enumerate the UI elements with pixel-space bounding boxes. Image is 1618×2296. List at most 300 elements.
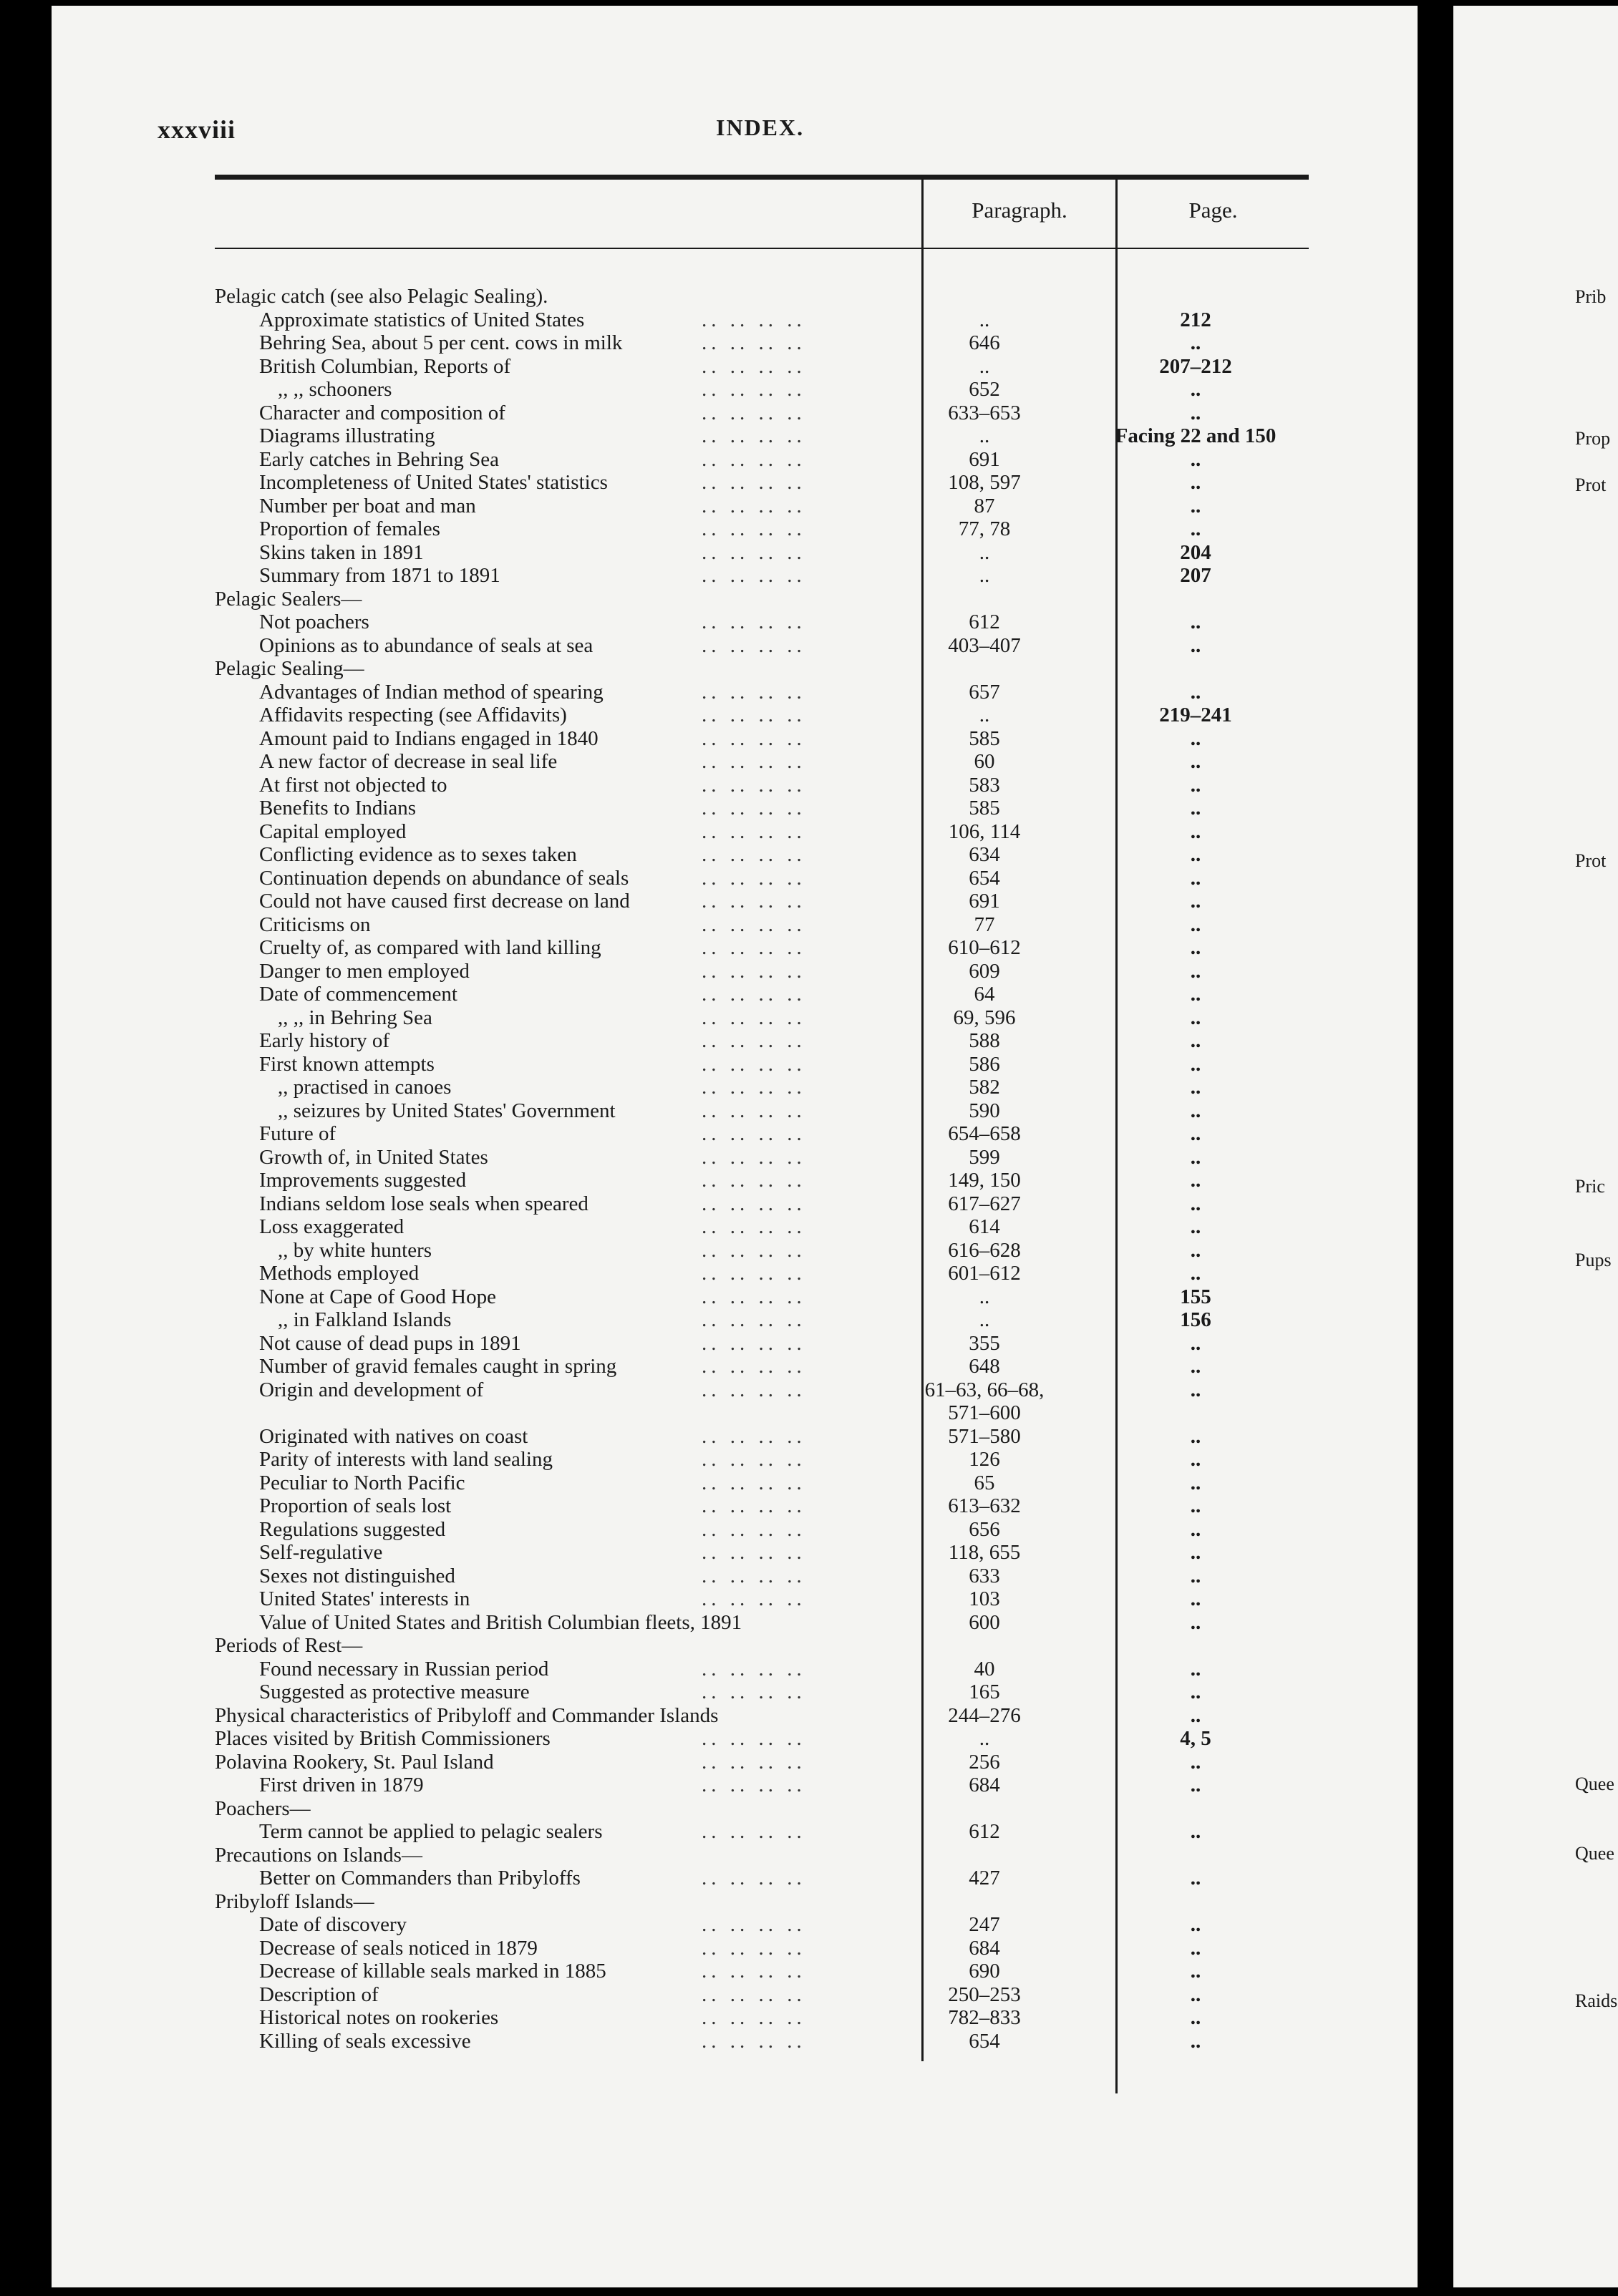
entry-page: ..: [1190, 1867, 1201, 1889]
entry-page: 204: [1180, 540, 1211, 564]
entry-page: ..: [1190, 401, 1201, 424]
entry-label: Precautions on Islands—: [215, 1843, 422, 1867]
fragment-text: Raids: [1575, 1990, 1618, 2011]
entry-paragraph: 355: [969, 1331, 1000, 1355]
entry-paragraph: 633–653: [948, 401, 1021, 424]
dot-leader: .. .. .. ..: [702, 1774, 806, 1796]
index-entry: [0, 517, 1366, 541]
entry-label: Benefits to Indians: [259, 797, 417, 819]
entry-paragraph: 571–580: [948, 1424, 1021, 1448]
entry-label: Number of gravid females caught in spring: [259, 1355, 617, 1378]
entry-page: ..: [1190, 750, 1201, 773]
entry-page: ..: [1190, 959, 1201, 983]
entry-paragraph: 646: [969, 331, 1000, 354]
entry-paragraph: 690: [969, 1960, 1000, 1983]
entry-paragraph: 60: [974, 750, 995, 773]
fragment-text: Prot: [1575, 475, 1607, 495]
index-entry: [0, 843, 1366, 867]
index-entry: [0, 1401, 1366, 1425]
dot-leader: .. .. .. ..: [702, 1960, 806, 1983]
entry-label: Description of: [259, 1983, 379, 2006]
dot-leader: .. .. .. ..: [702, 2006, 806, 2029]
entry-label: Danger to men employed: [259, 959, 470, 983]
entry-paragraph: 427: [969, 1867, 1000, 1889]
dot-leader: .. .. .. ..: [702, 611, 806, 633]
index-entry: [0, 1680, 1366, 1704]
entry-page: ..: [1190, 1517, 1201, 1541]
entry-label: Pelagic Sealers—: [215, 587, 362, 611]
dot-leader: .. .. .. ..: [702, 1145, 806, 1169]
page-number: xxxviii: [158, 115, 236, 144]
fragment-text: Quee: [1575, 1774, 1614, 1794]
paragraph-column-header: Paragraph.: [972, 198, 1067, 223]
dot-leader: .. .. .. ..: [702, 1913, 806, 1936]
entry-paragraph: 256: [969, 1750, 1000, 1774]
entry-page: ..: [1190, 1541, 1201, 1564]
entry-label: Affidavits respecting (see Affidavits): [259, 704, 567, 726]
index-entry: [0, 681, 1366, 704]
entry-label: Better on Commanders than Pribyloffs: [259, 1867, 581, 1889]
dot-leader: .. .. .. ..: [702, 773, 806, 797]
entry-page: ..: [1190, 1215, 1201, 1238]
entry-page: ..: [1190, 936, 1201, 959]
dot-leader: .. .. .. ..: [702, 819, 806, 843]
entry-label: Poachers—: [215, 1796, 311, 1820]
entry-label: Early history of: [259, 1029, 390, 1052]
entry-page: ..: [1190, 1936, 1201, 1960]
index-entry: [0, 1378, 1366, 1402]
entry-page: ..: [1190, 1424, 1201, 1448]
entry-label: Indians seldom lose seals when speared: [259, 1192, 588, 1215]
dot-leader: .. .. .. ..: [702, 1169, 806, 1192]
page-column-header: Page.: [1188, 198, 1238, 223]
index-entry: [0, 797, 1366, 820]
entry-paragraph: ..: [979, 1308, 990, 1331]
entry-label: ,, ,, schooners: [278, 378, 392, 401]
entry-label: United States' interests in: [259, 1587, 470, 1610]
entry-paragraph: 633: [969, 1564, 1000, 1587]
entry-paragraph: 691: [969, 890, 1000, 913]
index-entry: [0, 1146, 1366, 1169]
entry-page: Facing 22 and 150: [1115, 424, 1277, 447]
entry-paragraph: ..: [979, 1727, 990, 1750]
entry-page: ..: [1190, 517, 1201, 540]
dot-leader: .. .. .. ..: [702, 959, 806, 983]
entry-paragraph: ..: [979, 308, 990, 331]
dot-leader: .. .. .. ..: [702, 517, 806, 540]
index-entry: [0, 1122, 1366, 1146]
entry-label: Pelagic Sealing—: [215, 657, 364, 680]
entry-label: Criticisms on: [259, 913, 371, 936]
dot-leader: .. .. .. ..: [702, 797, 806, 819]
entry-page: 212: [1180, 308, 1211, 331]
entry-paragraph: 583: [969, 773, 1000, 797]
entry-paragraph: 61–63, 66–68,: [924, 1378, 1045, 1401]
entry-page: ..: [1190, 1006, 1201, 1029]
dot-leader: .. .. .. ..: [702, 936, 806, 959]
entry-label: Incompleteness of United States' statistics: [259, 471, 608, 494]
index-entry: [0, 1867, 1366, 1890]
entry-label: Value of United States and British Columbian fleets, 1891: [259, 1610, 742, 1634]
entry-label: Methods employed: [259, 1262, 420, 1285]
index-entry: [0, 657, 1366, 681]
index-entry: [0, 308, 1366, 332]
index-entry: [0, 1169, 1366, 1192]
entry-paragraph: 149, 150: [948, 1169, 1021, 1192]
entry-label: Advantages of Indian method of spearing: [259, 680, 604, 704]
entry-label: Originated with natives on coast: [259, 1424, 528, 1448]
index-entry: [0, 1518, 1366, 1542]
entry-page: ..: [1190, 331, 1201, 354]
dot-leader: .. .. .. ..: [702, 726, 806, 750]
index-entry: [0, 1587, 1366, 1611]
entry-paragraph: 614: [969, 1215, 1000, 1238]
entry-page: 155: [1180, 1285, 1211, 1308]
index-entry: [0, 1192, 1366, 1216]
index-entry: [0, 727, 1366, 751]
entry-page: ..: [1190, 819, 1201, 843]
entry-page: ..: [1190, 1076, 1201, 1099]
index-entry: [0, 867, 1366, 890]
index-entry: [0, 1332, 1366, 1356]
entry-page: ..: [1190, 633, 1201, 657]
index-entry: [0, 448, 1366, 472]
index-entry: [0, 541, 1366, 565]
dot-leader: .. .. .. ..: [702, 633, 806, 657]
dot-leader: .. .. .. ..: [702, 494, 806, 517]
entry-paragraph: 691: [969, 447, 1000, 471]
entry-page: ..: [1190, 2006, 1201, 2029]
index-entry: [0, 936, 1366, 960]
entry-label: Polavina Rookery, St. Paul Island: [215, 1750, 494, 1774]
dot-leader: .. .. .. ..: [702, 540, 806, 564]
index-entry: [0, 1751, 1366, 1774]
dot-leader: .. .. .. ..: [702, 1564, 806, 1587]
entry-paragraph: 106, 114: [948, 819, 1021, 843]
dot-leader: .. .. .. ..: [702, 1331, 806, 1355]
index-entry: [0, 1029, 1366, 1053]
entry-paragraph: 654–658: [948, 1122, 1021, 1145]
entry-page: ..: [1190, 1983, 1201, 2006]
entry-label: Suggested as protective measure: [259, 1680, 530, 1703]
entry-label: Pelagic catch (see also Pelagic Sealing).: [215, 285, 548, 308]
entry-label: Pribyloff Islands—: [215, 1889, 374, 1913]
dot-leader: .. .. .. ..: [702, 1238, 806, 1262]
entry-page: ..: [1190, 447, 1201, 471]
entry-page: ..: [1190, 913, 1201, 936]
entry-paragraph: 77: [974, 913, 995, 936]
entry-page: ..: [1190, 983, 1201, 1006]
index-entry: [0, 1541, 1366, 1565]
index-entry: [0, 424, 1366, 448]
entry-paragraph: 40: [974, 1657, 995, 1680]
entry-page: ..: [1190, 1448, 1201, 1471]
dot-leader: .. .. .. ..: [702, 354, 806, 378]
entry-label: First driven in 1879: [259, 1774, 424, 1796]
entry-label: None at Cape of Good Hope: [259, 1285, 496, 1308]
index-entry: [0, 1472, 1366, 1495]
entry-paragraph: 571–600: [948, 1401, 1021, 1424]
index-entry: [0, 1215, 1366, 1239]
dot-leader: .. .. .. ..: [702, 447, 806, 471]
index-entry: [0, 890, 1366, 913]
entry-label: Decrease of killable seals marked in 1885: [259, 1960, 606, 1983]
entry-paragraph: ..: [979, 540, 990, 564]
entry-page: ..: [1190, 494, 1201, 517]
dot-leader: .. .. .. ..: [702, 1727, 806, 1750]
index-entry: [0, 1937, 1366, 1960]
index-entry: [0, 495, 1366, 518]
index-entry: [0, 820, 1366, 844]
entry-label: ,, ,, in Behring Sea: [278, 1006, 432, 1029]
index-entry: [0, 774, 1366, 797]
entry-paragraph: 616–628: [948, 1238, 1021, 1262]
index-entry: [0, 285, 1366, 308]
entry-page: ..: [1190, 1564, 1201, 1587]
entry-label: Places visited by British Commissioners: [215, 1727, 551, 1750]
entry-label: Proportion of seals lost: [259, 1494, 452, 1517]
entry-page: ..: [1190, 797, 1201, 819]
index-entry: [0, 983, 1366, 1006]
index-entry: [0, 588, 1366, 611]
entry-paragraph: 684: [969, 1774, 1000, 1796]
dot-leader: .. .. .. ..: [702, 1517, 806, 1541]
index-entry: [0, 402, 1366, 425]
entry-label: Regulations suggested: [259, 1517, 446, 1541]
entry-paragraph: ..: [979, 704, 990, 726]
dot-leader: .. .. .. ..: [702, 1750, 806, 1774]
entry-page: ..: [1190, 1099, 1201, 1122]
entry-paragraph: 612: [969, 1820, 1000, 1843]
dot-leader: .. .. .. ..: [702, 1262, 806, 1285]
entry-paragraph: 165: [969, 1680, 1000, 1703]
index-entry: [0, 1494, 1366, 1518]
entry-page: ..: [1190, 1703, 1201, 1727]
entry-page: ..: [1190, 1750, 1201, 1774]
entry-paragraph: 654: [969, 2029, 1000, 2053]
entry-page: ..: [1190, 1029, 1201, 1052]
entry-paragraph: 610–612: [948, 936, 1021, 959]
entry-label: Skins taken in 1891: [259, 540, 424, 564]
entry-label: Summary from 1871 to 1891: [259, 564, 500, 587]
index-entry: [0, 1774, 1366, 1797]
entry-label: Conflicting evidence as to sexes taken: [259, 843, 577, 866]
entry-paragraph: 652: [969, 378, 1000, 401]
entry-label: Origin and development of: [259, 1378, 484, 1401]
index-entry: [0, 355, 1366, 379]
header-underline: [215, 248, 1309, 249]
entry-paragraph: 617–627: [948, 1192, 1021, 1215]
dot-leader: .. .. .. ..: [702, 1006, 806, 1029]
entry-label: Not poachers: [259, 611, 369, 633]
fragment-text: Prot: [1575, 850, 1607, 871]
index-entry: [0, 1355, 1366, 1378]
index-entry: [0, 913, 1366, 937]
entry-label: Periods of Rest—: [215, 1634, 363, 1657]
entry-label: Date of commencement: [259, 983, 457, 1006]
index-entries: [0, 285, 1366, 2053]
entry-page: ..: [1190, 1331, 1201, 1355]
index-entry: [0, 611, 1366, 634]
entry-label: Loss exaggerated: [259, 1215, 404, 1238]
entry-label: Approximate statistics of United States: [259, 308, 585, 331]
entry-paragraph: 103: [969, 1587, 1000, 1610]
entry-label: Peculiar to North Pacific: [259, 1471, 465, 1494]
entry-label: A new factor of decrease in seal life: [259, 750, 558, 773]
index-entry: [0, 1960, 1366, 1983]
entry-page: ..: [1190, 1913, 1201, 1936]
index-entry: [0, 634, 1366, 658]
entry-label: Self-regulative: [259, 1541, 383, 1564]
entry-paragraph: 582: [969, 1076, 1000, 1099]
entry-label: At first not objected to: [259, 773, 447, 797]
index-entry: [0, 1611, 1366, 1635]
index-entry: [0, 1658, 1366, 1681]
entry-page: ..: [1190, 378, 1201, 401]
entry-paragraph: 118, 655: [948, 1541, 1021, 1564]
index-entry: [0, 471, 1366, 495]
fragment-text: Pric: [1575, 1176, 1605, 1197]
entry-paragraph: 247: [969, 1913, 1000, 1936]
dot-leader: .. .. .. ..: [702, 401, 806, 424]
entry-paragraph: 69, 596: [953, 1006, 1016, 1029]
dot-leader: .. .. .. ..: [702, 1657, 806, 1680]
entry-paragraph: 403–407: [948, 633, 1021, 657]
dot-leader: .. .. .. ..: [702, 1076, 806, 1099]
entry-label: Cruelty of, as compared with land killing: [259, 936, 601, 959]
entry-page: ..: [1190, 1471, 1201, 1494]
index-entry: [0, 1565, 1366, 1588]
index-entry: [0, 1006, 1366, 1030]
entry-paragraph: 64: [974, 983, 995, 1006]
entry-paragraph: 590: [969, 1099, 1000, 1122]
entry-label: Improvements suggested: [259, 1169, 467, 1192]
index-entry: [0, 750, 1366, 774]
entry-page: ..: [1190, 1378, 1201, 1401]
index-entry: [0, 1053, 1366, 1076]
entry-paragraph: 77, 78: [958, 517, 1011, 540]
dot-leader: .. .. .. ..: [702, 1867, 806, 1889]
index-entry: [0, 1425, 1366, 1449]
index-entry: [0, 1983, 1366, 2007]
entry-paragraph: 601–612: [948, 1262, 1021, 1285]
entry-paragraph: ..: [979, 354, 990, 378]
entry-label: Proportion of females: [259, 517, 440, 540]
entry-label: Amount paid to Indians engaged in 1840: [259, 726, 599, 750]
dot-leader: .. .. .. ..: [702, 1983, 806, 2006]
index-entry: [0, 564, 1366, 588]
entry-page: ..: [1190, 773, 1201, 797]
entry-page: 219–241: [1159, 704, 1232, 726]
entry-label: ,, seizures by United States' Government: [278, 1099, 616, 1122]
entry-paragraph: 586: [969, 1052, 1000, 1076]
entry-paragraph: 684: [969, 1936, 1000, 1960]
dot-leader: .. .. .. ..: [702, 331, 806, 354]
entry-page: ..: [1190, 1052, 1201, 1076]
entry-page: 156: [1180, 1308, 1211, 1331]
entry-label: Growth of, in United States: [259, 1145, 488, 1169]
index-entry: [0, 1239, 1366, 1263]
entry-label: Physical characteristics of Pribyloff and Commander Islands: [215, 1703, 719, 1727]
entry-paragraph: 585: [969, 797, 1000, 819]
dot-leader: .. .. .. ..: [702, 866, 806, 890]
dot-leader: .. .. .. ..: [702, 1494, 806, 1517]
index-entry: [0, 1262, 1366, 1285]
entry-page: ..: [1190, 1820, 1201, 1843]
entry-page: 4, 5: [1180, 1727, 1211, 1750]
entry-paragraph: ..: [979, 424, 990, 447]
index-entry: [0, 1797, 1366, 1821]
entry-label: Parity of interests with land sealing: [259, 1448, 553, 1471]
dot-leader: .. .. .. ..: [702, 424, 806, 447]
dot-leader: .. .. .. ..: [702, 1471, 806, 1494]
dot-leader: .. .. .. ..: [702, 1285, 806, 1308]
dot-leader: .. .. .. ..: [702, 1215, 806, 1238]
entry-label: Historical notes on rookeries: [259, 2006, 499, 2029]
index-entry: [0, 1076, 1366, 1099]
dot-leader: .. .. .. ..: [702, 1936, 806, 1960]
entry-label: Found necessary in Russian period: [259, 1657, 549, 1680]
entry-page: ..: [1190, 1587, 1201, 1610]
index-entry: [0, 960, 1366, 983]
fragment-text: Quee: [1575, 1843, 1614, 1864]
entry-label: Sexes not distinguished: [259, 1564, 455, 1587]
index-entry: [0, 704, 1366, 727]
entry-label: Killing of seals excessive: [259, 2029, 471, 2053]
entry-label: Capital employed: [259, 819, 407, 843]
entry-paragraph: 782–833: [948, 2006, 1021, 2029]
dot-leader: .. .. .. ..: [702, 843, 806, 866]
entry-paragraph: 599: [969, 1145, 1000, 1169]
entry-paragraph: 87: [974, 494, 995, 517]
dot-leader: .. .. .. ..: [702, 2029, 806, 2053]
index-entry: [0, 1844, 1366, 1867]
dot-leader: .. .. .. ..: [702, 983, 806, 1006]
entry-page: ..: [1190, 1610, 1201, 1634]
entry-paragraph: 244–276: [948, 1703, 1021, 1727]
dot-leader: .. .. .. ..: [702, 1448, 806, 1471]
index-entry: [0, 1913, 1366, 1937]
dot-leader: .. .. .. ..: [702, 1029, 806, 1052]
entry-page: ..: [1190, 1122, 1201, 1145]
entry-page: ..: [1190, 611, 1201, 633]
dot-leader: .. .. .. ..: [702, 1052, 806, 1076]
entry-paragraph: 65: [974, 1471, 995, 1494]
entry-label: Behring Sea, about 5 per cent. cows in milk: [259, 331, 623, 354]
dot-leader: .. .. .. ..: [702, 913, 806, 936]
dot-leader: .. .. .. ..: [702, 564, 806, 587]
entry-page: ..: [1190, 1494, 1201, 1517]
index-entry: [0, 1099, 1366, 1123]
entry-page: ..: [1190, 843, 1201, 866]
dot-leader: .. .. .. ..: [702, 1122, 806, 1145]
entry-page: ..: [1190, 2029, 1201, 2053]
fragment-text: Prib: [1575, 286, 1607, 307]
entry-paragraph: 588: [969, 1029, 1000, 1052]
entry-paragraph: 648: [969, 1355, 1000, 1378]
index-entry: [0, 1285, 1366, 1309]
index-entry: [0, 2006, 1366, 2030]
entry-paragraph: 600: [969, 1610, 1000, 1634]
entry-paragraph: 654: [969, 866, 1000, 890]
entry-page: ..: [1190, 680, 1201, 704]
entry-paragraph: 609: [969, 959, 1000, 983]
index-entry: [0, 331, 1366, 355]
entry-page: ..: [1190, 1192, 1201, 1215]
entry-label: Continuation depends on abundance of seals: [259, 866, 629, 890]
dot-leader: .. .. .. ..: [702, 680, 806, 704]
entry-paragraph: 612: [969, 611, 1000, 633]
